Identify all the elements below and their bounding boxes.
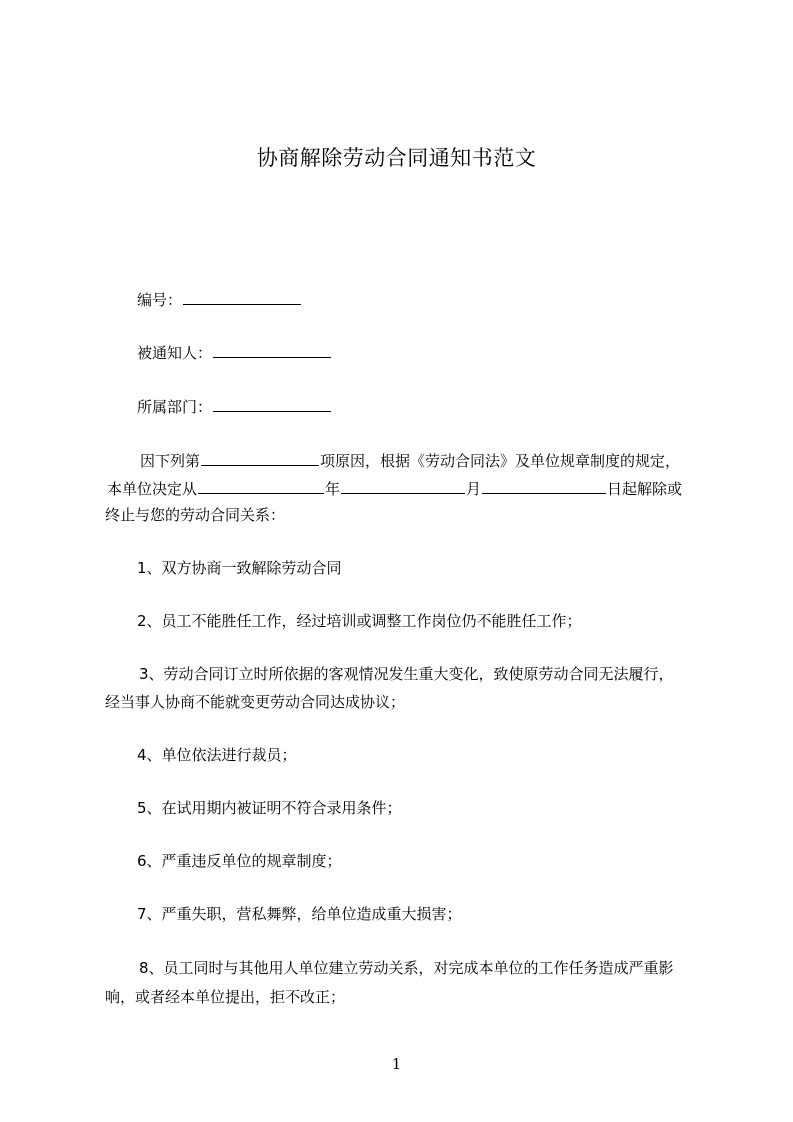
- recipient-blank[interactable]: [213, 344, 331, 358]
- intro-text-3: 本单位决定从: [107, 480, 198, 498]
- intro-text-1: 因下列第: [140, 452, 201, 470]
- page-number: 1: [391, 1055, 402, 1073]
- recipient-field: [137, 343, 332, 363]
- list-item-2: 2、员工不能胜任工作，经过培训或调整工作岗位仍不能胜任工作；: [137, 612, 582, 630]
- year-label: 年: [325, 480, 341, 498]
- department-field: [137, 397, 332, 417]
- list-item-8-line-2: 响，或者经本单位提出，拒不改正；: [105, 988, 346, 1006]
- month-label: 月: [466, 480, 482, 498]
- list-item-1: 1、双方协商一致解除劳动合同: [137, 559, 342, 577]
- list-item-3-line-1: 3、劳动合同订立时所依据的客观情况发生重大变化，致使原劳动合同无法履行，: [139, 665, 674, 683]
- intro-line-1: [140, 451, 680, 471]
- document-title: 协商解除劳动合同通知书范文: [256, 146, 537, 170]
- number-field: [137, 290, 302, 310]
- number-label: 编号：: [137, 291, 183, 309]
- intro-text-4: 日起解除或: [607, 480, 683, 498]
- department-label: 所属部门：: [137, 398, 213, 416]
- list-item-3-line-2: 经当事人协商不能就变更劳动合同达成协议；: [105, 693, 406, 711]
- year-blank[interactable]: [198, 480, 324, 494]
- day-blank[interactable]: [482, 480, 606, 494]
- list-item-8-line-1: 8、员工同时与其他用人单位建立劳动关系，对完成本单位的工作任务造成严重影: [139, 959, 674, 977]
- recipient-label: 被通知人：: [137, 344, 213, 362]
- month-blank[interactable]: [341, 480, 465, 494]
- intro-line-3: 终止与您的劳动合同关系：: [105, 506, 286, 524]
- intro-line-2: [107, 479, 682, 499]
- list-item-7: 7、严重失职，营私舞弊，给单位造成重大损害；: [137, 905, 462, 923]
- department-blank[interactable]: [213, 398, 331, 412]
- intro-text-2: 项原因，根据《劳动合同法》及单位规章制度的规定，: [320, 452, 681, 470]
- number-blank[interactable]: [183, 291, 301, 305]
- reason-number-blank[interactable]: [201, 452, 319, 466]
- list-item-4: 4、单位依法进行裁员；: [137, 746, 297, 764]
- list-item-5: 5、在试用期内被证明不符合录用条件；: [137, 799, 402, 817]
- list-item-6: 6、严重违反单位的规章制度；: [137, 852, 342, 870]
